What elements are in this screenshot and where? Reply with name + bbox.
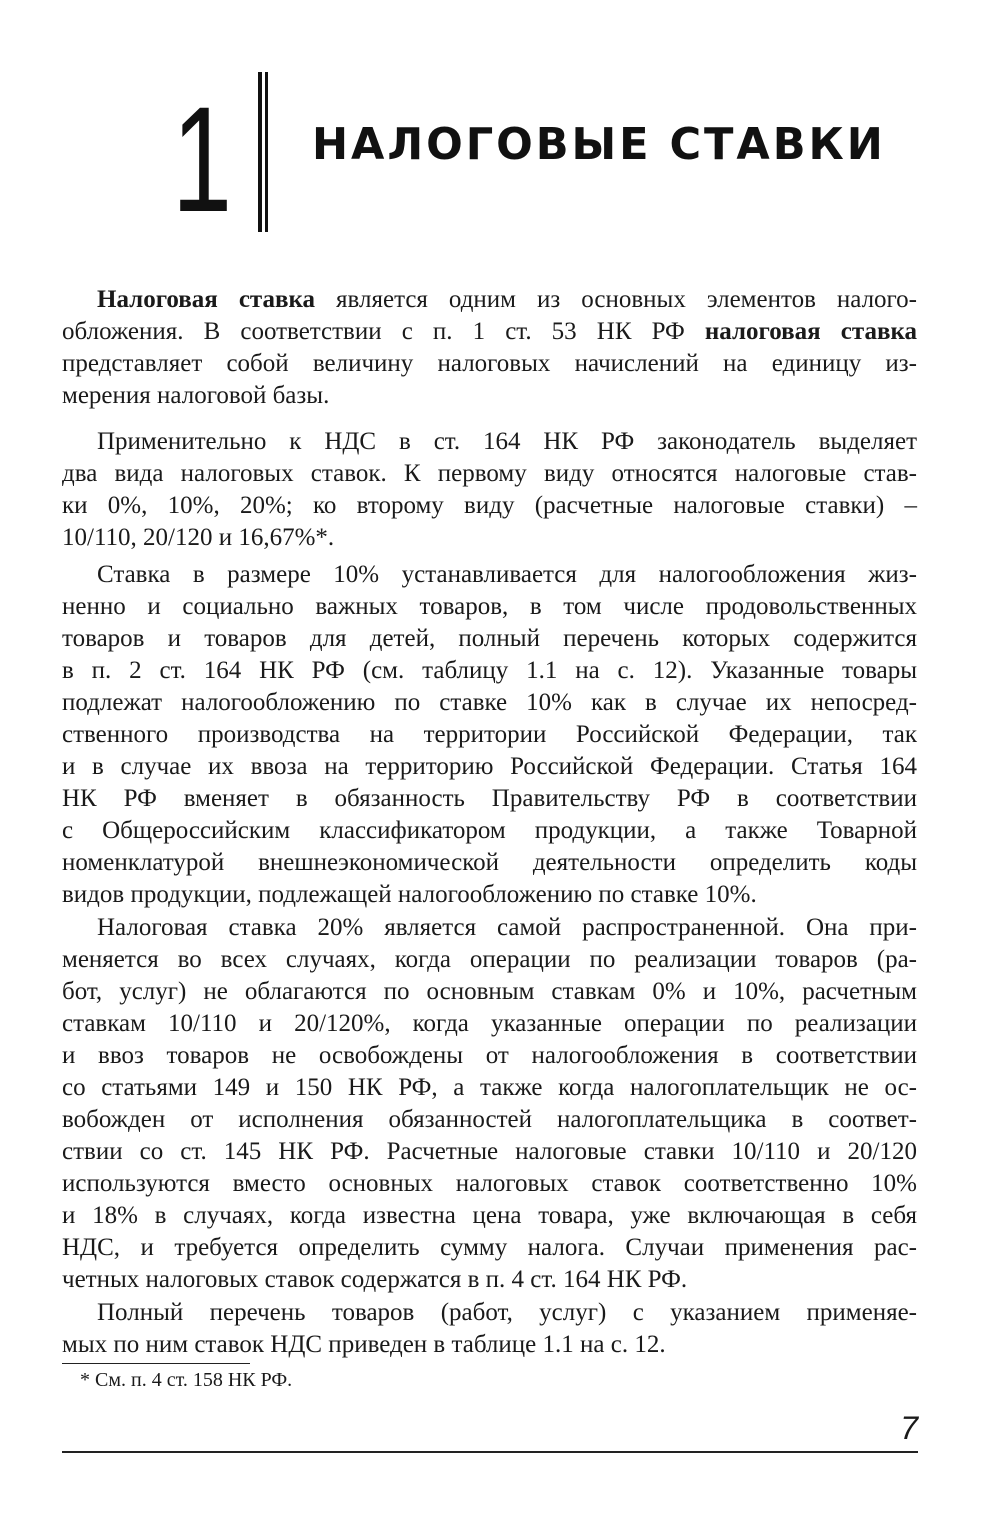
text-segment: 10/110, 20/120 и 16,67%*. <box>62 524 335 551</box>
text-line <box>62 879 917 911</box>
bold-term: налоговая ставка <box>704 318 917 345</box>
bold-term: Налоговая ставка <box>97 286 316 313</box>
text-line <box>62 426 917 458</box>
text-line <box>62 348 917 380</box>
chapter-title: НАЛОГОВЫЕ СТАВКИ <box>312 119 886 170</box>
text-segment: Ставка в размере 10% устанавливается для налогообложения жиз- <box>97 561 917 588</box>
text-segment: четных налоговых ставок содержатся в п. 4 ст. 164 НК РФ. <box>62 1266 688 1293</box>
text-line <box>62 944 917 976</box>
text-line <box>62 522 917 554</box>
text-segment: и 18% в случаях, когда известна цена товара, уже включающая в себя <box>62 1202 917 1229</box>
text-line <box>62 847 917 879</box>
paragraph <box>62 284 917 412</box>
text-line <box>62 316 917 348</box>
text-segment: видов продукции, подлежащей налогообложению по ставке 10%. <box>62 881 757 908</box>
text-line <box>62 380 917 412</box>
text-segment: и ввоз товаров не освобождены от налогообложения в соответствии <box>62 1042 917 1069</box>
text-line <box>62 783 917 815</box>
text-line <box>62 976 917 1008</box>
text-line <box>62 591 917 623</box>
text-segment: представляет собой величину налоговых начислений на единицу из- <box>62 350 917 377</box>
paragraph <box>62 559 917 911</box>
text-segment: вобожден от исполнения обязанностей налогоплательщика в соответ- <box>62 1106 917 1133</box>
text-line <box>62 284 917 316</box>
text-line <box>62 1040 917 1072</box>
text-segment: Налоговая ставка 20% является самой распространенной. Она при- <box>97 914 917 941</box>
text-segment: с Общероссийским классификатором продукции, а также Товарной <box>62 817 917 844</box>
text-segment: НК РФ вменяет в обязанность Правительству РФ в соответствии <box>62 785 917 812</box>
text-line <box>62 1008 917 1040</box>
text-segment: является одним из основных элементов налого- <box>315 286 917 313</box>
text-line <box>62 912 917 944</box>
text-segment: обложения. В соответствии с п. 1 ст. 53 НК РФ <box>62 318 705 345</box>
chapter-divider-bar <box>265 72 268 232</box>
text-segment: НДС, и требуется определить сумму налога. Случаи применения рас- <box>62 1234 917 1261</box>
text-line <box>62 1297 917 1329</box>
text-line <box>62 1232 917 1264</box>
text-segment: подлежат налогообложению по ставке 10% как в случае их непосред- <box>62 689 917 716</box>
text-line <box>62 559 917 591</box>
text-line <box>62 458 917 490</box>
text-segment: мерения налоговой базы. <box>62 382 330 409</box>
text-segment: мых по ним ставок НДС приведен в таблице 1.1 на с. 12. <box>62 1331 666 1358</box>
text-segment: ки 0%, 10%, 20%; ко второму виду (расчетные налоговые ставки) – <box>62 492 917 519</box>
text-segment: ственного производства на территории Российской Федерации, так <box>62 721 917 748</box>
text-line <box>62 815 917 847</box>
text-line <box>62 655 917 687</box>
text-segment: со статьями 149 и 150 НК РФ, а также когда налогоплательщик не ос- <box>62 1074 917 1101</box>
footnote: * См. п. 4 ст. 158 НК РФ. <box>80 1369 293 1391</box>
text-segment: меняется во всех случаях, когда операции по реализации товаров (ра- <box>62 946 917 973</box>
text-line <box>62 687 917 719</box>
chapter-number: 1 <box>172 75 233 243</box>
text-segment: номенклатурой внешнеэкономической деятельности определить коды <box>62 849 917 876</box>
text-segment: используются вместо основных налоговых ставок соответственно 10% <box>62 1170 917 1197</box>
chapter-divider-bar <box>258 72 262 232</box>
text-line <box>62 1329 917 1361</box>
bottom-rule <box>62 1451 918 1453</box>
text-segment: товаров и товаров для детей, полный перечень которых содержится <box>62 625 917 652</box>
text-segment: в п. 2 ст. 164 НК РФ (см. таблицу 1.1 на с. 12). Указанные товары <box>62 657 917 684</box>
text-line <box>62 1264 917 1296</box>
text-segment: Применительно к НДС в ст. 164 НК РФ законодатель выделяет <box>97 428 917 455</box>
text-segment: и в случае их ввоза на территорию Российской Федерации. Статья 164 <box>62 753 917 780</box>
text-line <box>62 751 917 783</box>
text-line <box>62 1200 917 1232</box>
text-segment: бот, услуг) не облагаются по основным ставкам 0% и 10%, расчетным <box>62 978 917 1005</box>
paragraph <box>62 912 917 1296</box>
text-segment: Полный перечень товаров (работ, услуг) с указанием применяе- <box>97 1299 917 1326</box>
paragraph <box>62 426 917 554</box>
text-segment: два вида налоговых ставок. К первому виду относятся налоговые став- <box>62 460 917 487</box>
text-segment: ставкам 10/110 и 20/120%, когда указанные операции по реализации <box>62 1010 917 1037</box>
text-line <box>62 1104 917 1136</box>
text-line <box>62 1072 917 1104</box>
footnote-rule <box>62 1363 250 1364</box>
text-line <box>62 719 917 751</box>
text-segment: ненно и социально важных товаров, в том числе продовольственных <box>62 593 917 620</box>
page-number: 7 <box>900 1410 918 1446</box>
paragraph <box>62 1297 917 1361</box>
text-line <box>62 490 917 522</box>
text-line <box>62 623 917 655</box>
text-line <box>62 1136 917 1168</box>
text-line <box>62 1168 917 1200</box>
text-segment: ствии со ст. 145 НК РФ. Расчетные налоговые ставки 10/110 и 20/120 <box>62 1138 917 1165</box>
